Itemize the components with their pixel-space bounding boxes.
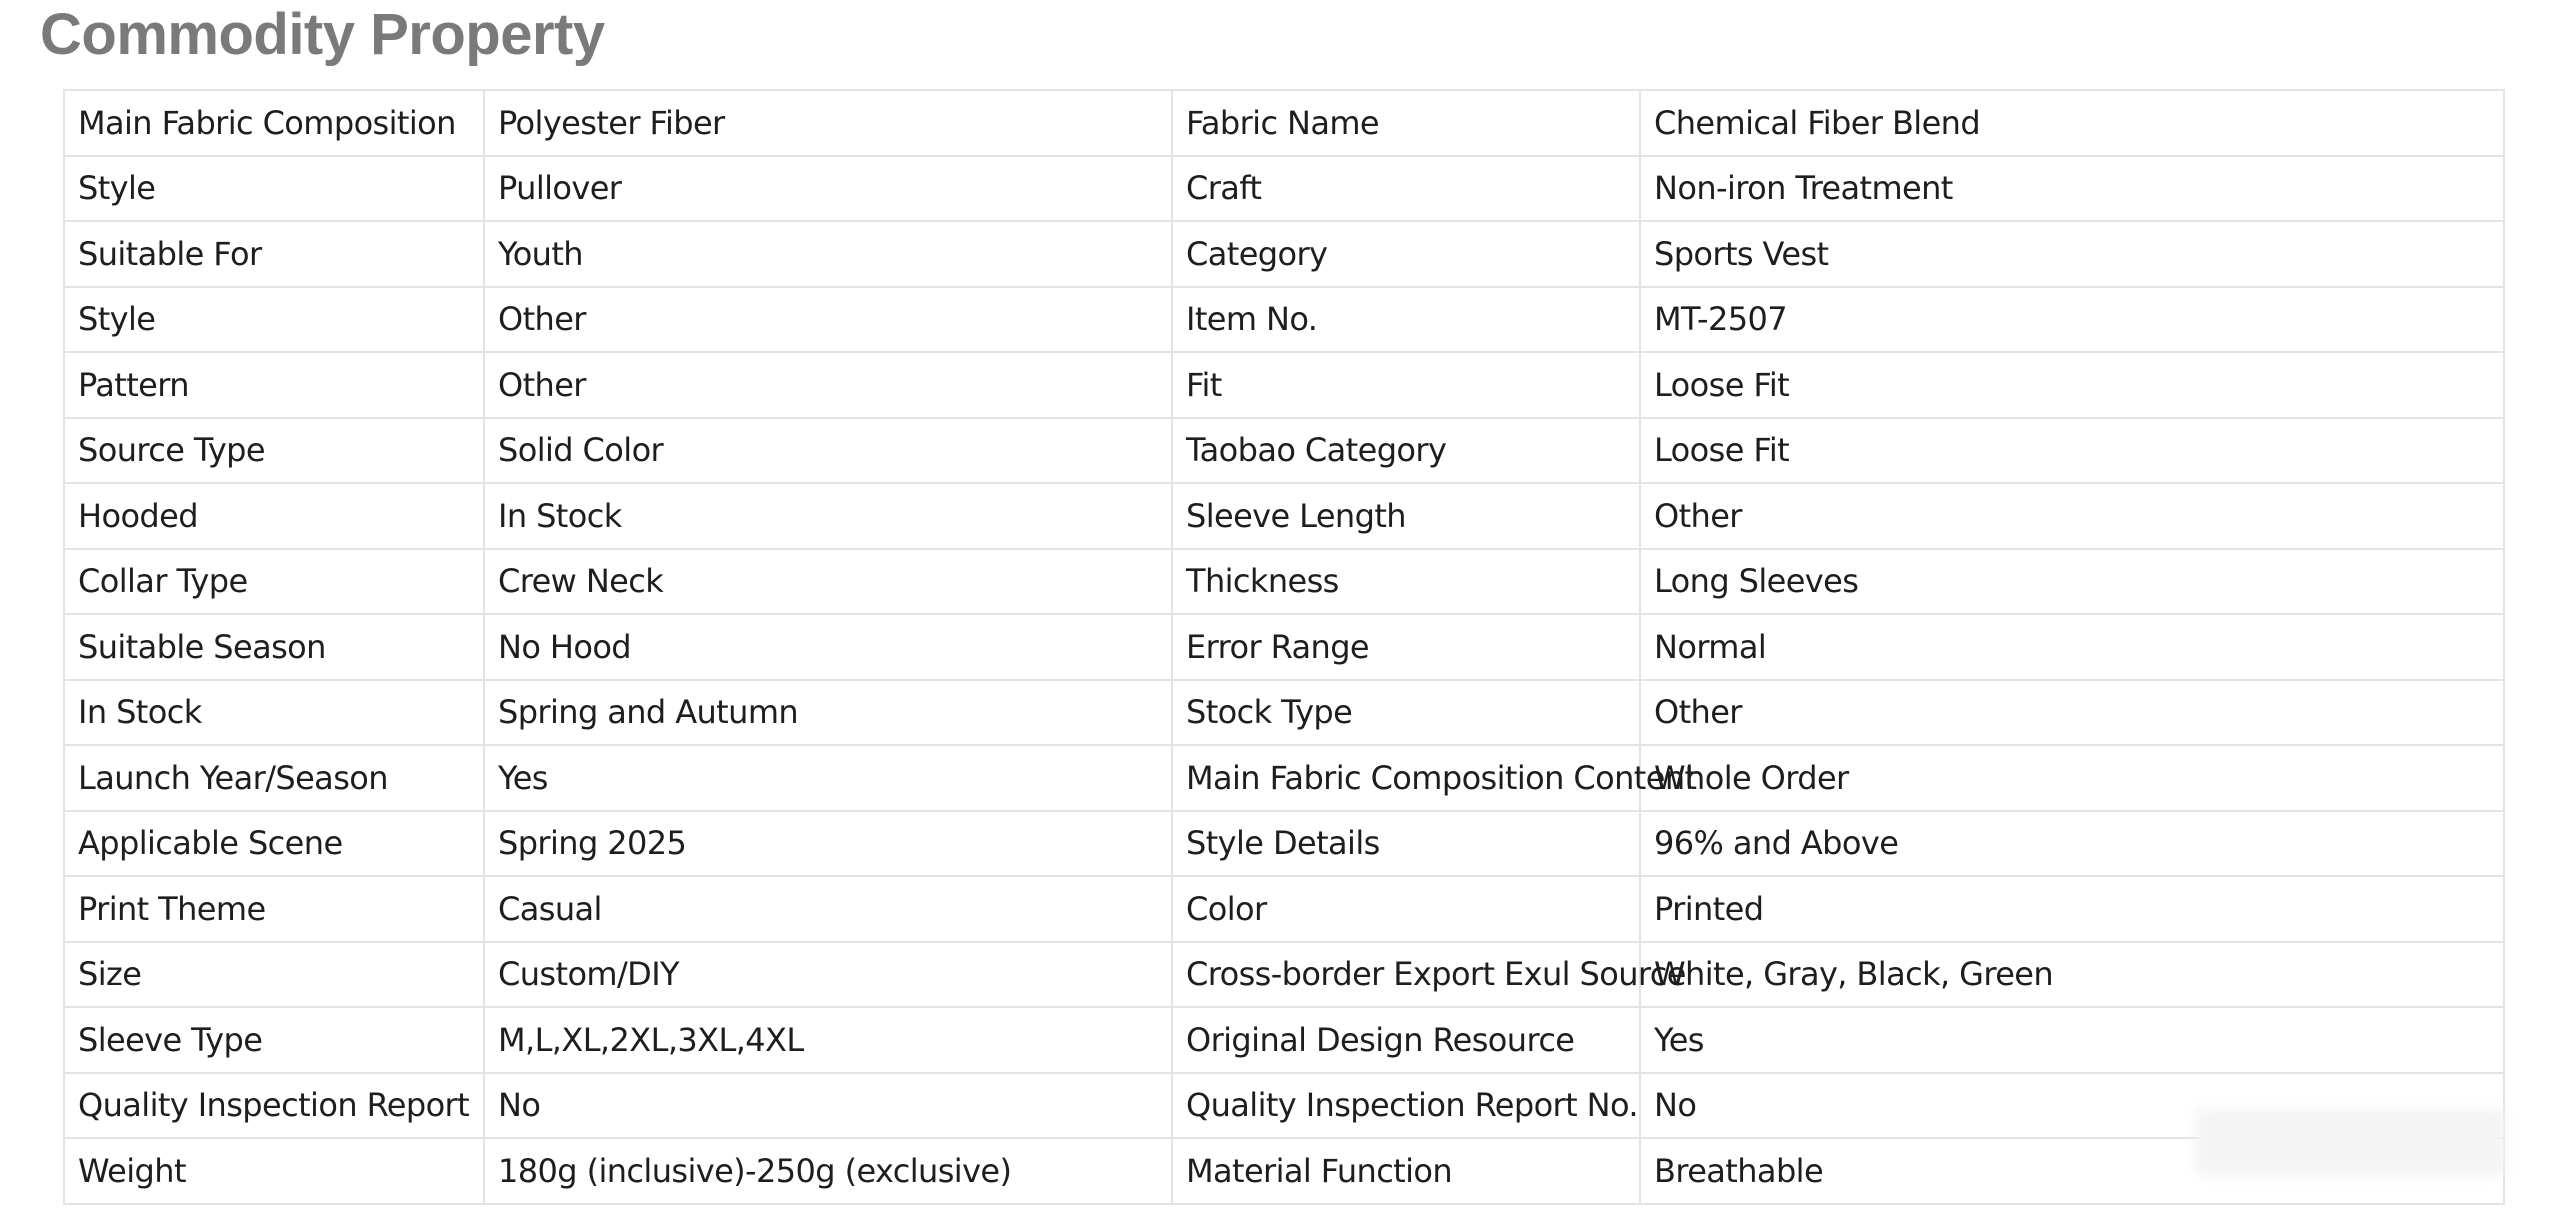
property-value: 180g (inclusive)-250g (exclusive) bbox=[484, 1138, 1172, 1204]
page-title: Commodity Property bbox=[40, 2, 605, 67]
property-label: In Stock bbox=[64, 680, 484, 746]
property-label: Fit bbox=[1172, 352, 1640, 418]
table-row bbox=[64, 549, 2504, 615]
property-value: Non-iron Treatment bbox=[1640, 156, 2504, 222]
table-row bbox=[64, 352, 2504, 418]
property-value: Sports Vest bbox=[1640, 221, 2504, 287]
property-label: Style Details bbox=[1172, 811, 1640, 877]
property-value: Other bbox=[1640, 483, 2504, 549]
property-label: Stock Type bbox=[1172, 680, 1640, 746]
property-value: Crew Neck bbox=[484, 549, 1172, 615]
table-row bbox=[64, 942, 2504, 1008]
property-value: Solid Color bbox=[484, 418, 1172, 484]
property-value: White, Gray, Black, Green bbox=[1640, 942, 2504, 1008]
table-row bbox=[64, 90, 2504, 156]
property-label: Color bbox=[1172, 876, 1640, 942]
property-value: Whole Order bbox=[1640, 745, 2504, 811]
property-value: Breathable bbox=[1640, 1138, 2504, 1204]
table-row bbox=[64, 811, 2504, 877]
table-row bbox=[64, 745, 2504, 811]
property-rows bbox=[64, 90, 2504, 1204]
property-value: Other bbox=[1640, 680, 2504, 746]
property-label: Material Function bbox=[1172, 1138, 1640, 1204]
property-label: Launch Year/Season bbox=[64, 745, 484, 811]
property-value: No Hood bbox=[484, 614, 1172, 680]
property-value: Printed bbox=[1640, 876, 2504, 942]
property-value: M,L,XL,2XL,3XL,4XL bbox=[484, 1007, 1172, 1073]
table-row bbox=[64, 680, 2504, 746]
property-label: Size bbox=[64, 942, 484, 1008]
property-value: Spring and Autumn bbox=[484, 680, 1172, 746]
commodity-property-table bbox=[63, 89, 2505, 1205]
table-row bbox=[64, 1007, 2504, 1073]
table-row bbox=[64, 483, 2504, 549]
property-label: Quality Inspection Report No. bbox=[1172, 1073, 1640, 1139]
table-row bbox=[64, 1073, 2504, 1139]
property-label: Weight bbox=[64, 1138, 484, 1204]
property-value: Custom/DIY bbox=[484, 942, 1172, 1008]
table-row bbox=[64, 418, 2504, 484]
property-value: Other bbox=[484, 287, 1172, 353]
property-value: Long Sleeves bbox=[1640, 549, 2504, 615]
property-label: Sleeve Type bbox=[64, 1007, 484, 1073]
property-value: Polyester Fiber bbox=[484, 90, 1172, 156]
table-row bbox=[64, 287, 2504, 353]
property-value: Loose Fit bbox=[1640, 352, 2504, 418]
property-value: Chemical Fiber Blend bbox=[1640, 90, 2504, 156]
property-value: In Stock bbox=[484, 483, 1172, 549]
property-label: Error Range bbox=[1172, 614, 1640, 680]
watermark-smudge bbox=[2195, 1108, 2505, 1176]
property-label: Quality Inspection Report bbox=[64, 1073, 484, 1139]
property-label: Category bbox=[1172, 221, 1640, 287]
property-label: Craft bbox=[1172, 156, 1640, 222]
table-row bbox=[64, 1138, 2504, 1204]
property-value: MT-2507 bbox=[1640, 287, 2504, 353]
property-value: 96% and Above bbox=[1640, 811, 2504, 877]
property-value: Normal bbox=[1640, 614, 2504, 680]
table-row bbox=[64, 614, 2504, 680]
property-label: Taobao Category bbox=[1172, 418, 1640, 484]
property-label: Applicable Scene bbox=[64, 811, 484, 877]
property-value: Spring 2025 bbox=[484, 811, 1172, 877]
property-label: Style bbox=[64, 156, 484, 222]
table-row bbox=[64, 156, 2504, 222]
property-label: Print Theme bbox=[64, 876, 484, 942]
property-label: Item No. bbox=[1172, 287, 1640, 353]
property-label: Main Fabric Composition Content bbox=[1172, 745, 1640, 811]
property-label: Sleeve Length bbox=[1172, 483, 1640, 549]
property-value: Casual bbox=[484, 876, 1172, 942]
property-label: Source Type bbox=[64, 418, 484, 484]
property-value: Yes bbox=[1640, 1007, 2504, 1073]
property-value: Yes bbox=[484, 745, 1172, 811]
property-label: Suitable Season bbox=[64, 614, 484, 680]
property-value: Pullover bbox=[484, 156, 1172, 222]
property-label: Style bbox=[64, 287, 484, 353]
property-value: No bbox=[484, 1073, 1172, 1139]
property-label: Suitable For bbox=[64, 221, 484, 287]
property-label: Pattern bbox=[64, 352, 484, 418]
table-row bbox=[64, 221, 2504, 287]
property-value: No bbox=[1640, 1073, 2504, 1139]
property-label: Thickness bbox=[1172, 549, 1640, 615]
property-label: Main Fabric Composition bbox=[64, 90, 484, 156]
property-value: Other bbox=[484, 352, 1172, 418]
table-row bbox=[64, 876, 2504, 942]
property-value: Loose Fit bbox=[1640, 418, 2504, 484]
property-label: Original Design Resource bbox=[1172, 1007, 1640, 1073]
property-label: Hooded bbox=[64, 483, 484, 549]
property-label: Cross-border Export Exul Source bbox=[1172, 942, 1640, 1008]
property-label: Fabric Name bbox=[1172, 90, 1640, 156]
property-value: Youth bbox=[484, 221, 1172, 287]
property-label: Collar Type bbox=[64, 549, 484, 615]
